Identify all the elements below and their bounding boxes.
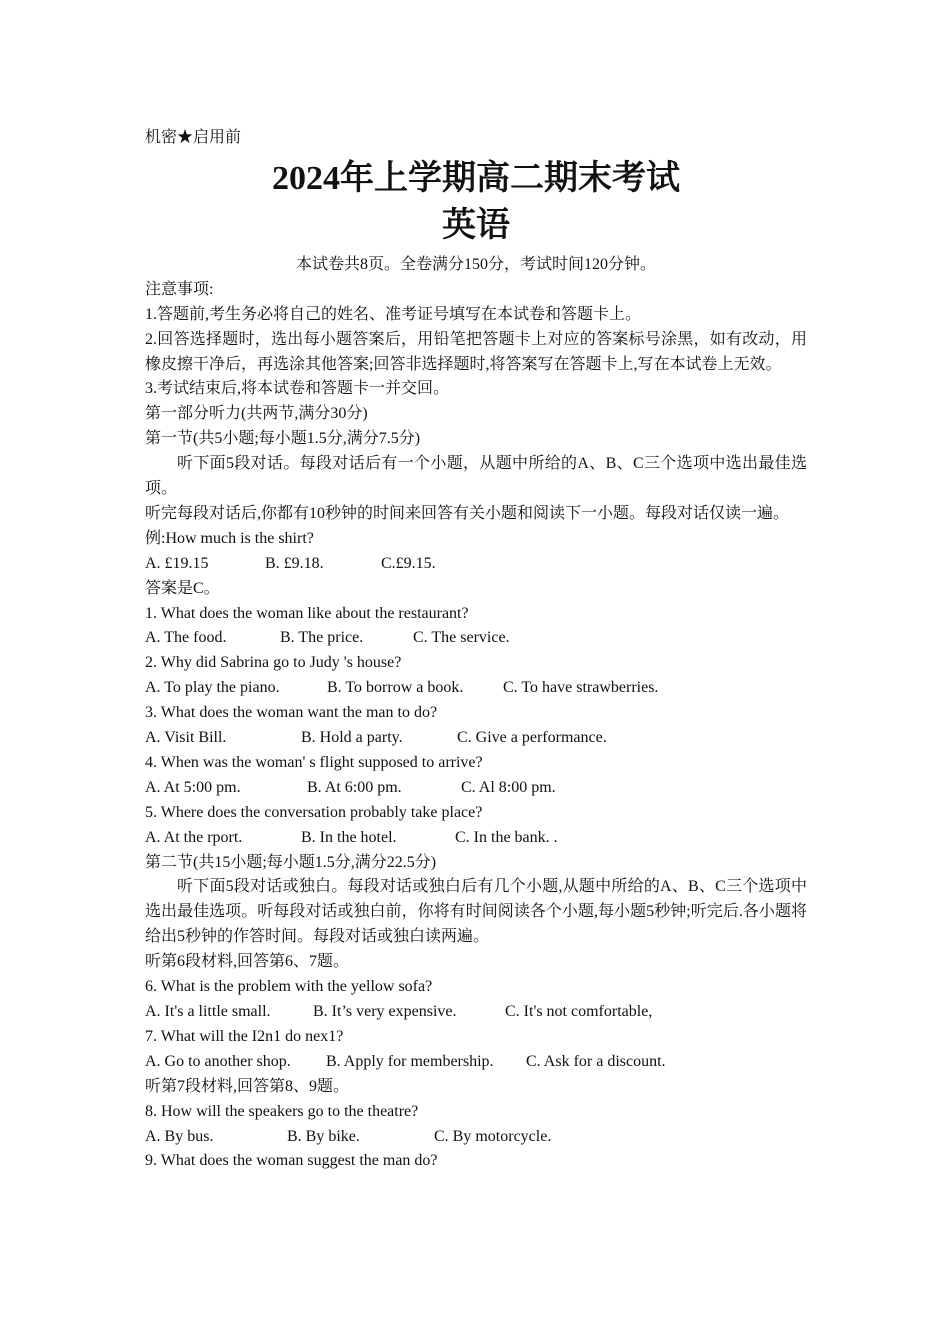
option-b: B. Hold a party. xyxy=(301,729,403,747)
option-a: A. At the rport. xyxy=(145,828,243,846)
question-3-options xyxy=(145,726,807,751)
option-a: A. £19.15 xyxy=(145,554,209,572)
option-c: C. Al 8:00 pm. xyxy=(461,778,556,796)
question-4-options xyxy=(145,776,807,801)
example-answer: 答案是C。 xyxy=(145,579,220,597)
exam-title: 2024年上学期高二期末考试 xyxy=(272,159,680,197)
option-b: B. By bike. xyxy=(287,1127,360,1145)
option-b: B. At 6:00 pm. xyxy=(307,778,402,796)
option-a: A. Go to another shop. xyxy=(145,1052,291,1070)
option-c: C. Give a performance. xyxy=(457,729,607,747)
note-item-1: 1.答题前,考生务必将自己的姓名、准考证号填写在本试卷和答题卡上。 xyxy=(145,305,642,323)
option-c: C. The service. xyxy=(413,629,510,647)
note-item-3: 3.考试结束后,将本试卷和答题卡一并交回。 xyxy=(145,380,450,398)
option-c: C. By motorcycle. xyxy=(434,1127,552,1145)
option-c: C. Ask for a discount. xyxy=(526,1052,666,1070)
material-7-label: 听第7段材料,回答第8、9题。 xyxy=(145,1077,350,1095)
option-a: A. It's a little small. xyxy=(145,1003,271,1020)
notes-heading: 注意事项: xyxy=(145,280,214,298)
question-4: 4. When was the woman' s flight supposed to arrive? xyxy=(145,753,483,771)
option-a: A. At 5:00 pm. xyxy=(145,778,241,796)
question-1-options xyxy=(145,626,807,651)
option-b: B. The price. xyxy=(280,629,364,647)
section1-heading: 第一节(共5小题;每小题1.5分,满分7.5分) xyxy=(145,430,421,448)
option-b: B. In the hotel. xyxy=(301,828,397,846)
exam-subject: 英语 xyxy=(442,206,510,244)
option-a: A. By bus. xyxy=(145,1127,214,1145)
option-a: A. To play the piano. xyxy=(145,679,280,697)
question-2: 2. Why did Sabrina go to Judy 's house? xyxy=(145,654,402,672)
exam-content xyxy=(145,126,807,1174)
question-5-options xyxy=(145,826,807,851)
option-c: C. It's not comfortable, xyxy=(505,1003,653,1020)
section2-heading: 第二节(共15小题;每小题1.5分,满分22.5分) xyxy=(145,853,437,871)
question-1: 1. What does the woman like about the restaurant? xyxy=(145,604,469,622)
example-options xyxy=(145,552,807,577)
section1-instruction-2: 听完每段对话后,你都有10秒钟的时间来回答有关小题和阅读下一小题。每段对话仅读一遍。 xyxy=(145,504,790,522)
question-2-options xyxy=(145,676,807,701)
option-a: A. Visit Bill. xyxy=(145,729,227,747)
example-question: 例:How much is the shirt? xyxy=(145,529,314,547)
option-b: B. It’s very expensive. xyxy=(313,1003,457,1020)
question-6: 6. What is the problem with the yellow sofa? xyxy=(145,978,433,996)
option-b: B. Apply for membership. xyxy=(326,1052,494,1070)
material-6-label: 听第6段材料,回答第6、7题。 xyxy=(145,953,350,971)
option-c: C. In the bank. . xyxy=(455,828,558,846)
section1-instruction: 听下面5段对话。每段对话后有一个小题，从题中所给的A、B、C三个选项中选出最佳选项。 xyxy=(145,455,807,498)
note-item-2: 2.回答选择题时，选出每小题答案后，用铅笔把答题卡上对应的答案标号涂黑，如有改动，用橡皮擦干净后，再选涂其他答案;回答非选择题时,将答案写在答题卡上,写在本试卷上无效。 xyxy=(145,330,807,373)
option-a: A. The food. xyxy=(145,629,227,647)
confidential-label: 机密★启用前 xyxy=(145,129,242,146)
question-5: 5. Where does the conversation probably take place? xyxy=(145,803,483,821)
question-7-options xyxy=(145,1050,807,1075)
section2-instruction: 听下面5段对话或独白。每段对话或独白后有几个小题,从题中所给的A、B、C三个选项中选出最佳选项。听每段对话或独白前，你将有时间阅读各个小题,每小题5秒钟;听完后.各小题将给出5秒钟的作答时间。每段对话或独白读两遍。 xyxy=(145,878,807,946)
question-7: 7. What will the I2n1 do nex1? xyxy=(145,1027,344,1045)
option-b: B. £9.18. xyxy=(265,554,324,572)
question-8: 8. How will the speakers go to the theatre? xyxy=(145,1102,419,1120)
part1-heading: 第一部分听力(共两节,满分30分) xyxy=(145,405,368,423)
question-3: 3. What does the woman want the man to do? xyxy=(145,704,438,722)
option-c: C.£9.15. xyxy=(381,554,436,572)
option-c: C. To have strawberries. xyxy=(503,679,659,697)
exam-info: 本试卷共8页。全卷满分150分，考试时间120分钟。 xyxy=(295,255,656,273)
question-9: 9. What does the woman suggest the man do? xyxy=(145,1152,438,1170)
question-6-options xyxy=(145,1000,807,1025)
question-8-options xyxy=(145,1125,807,1150)
option-b: B. To borrow a book. xyxy=(327,679,464,697)
